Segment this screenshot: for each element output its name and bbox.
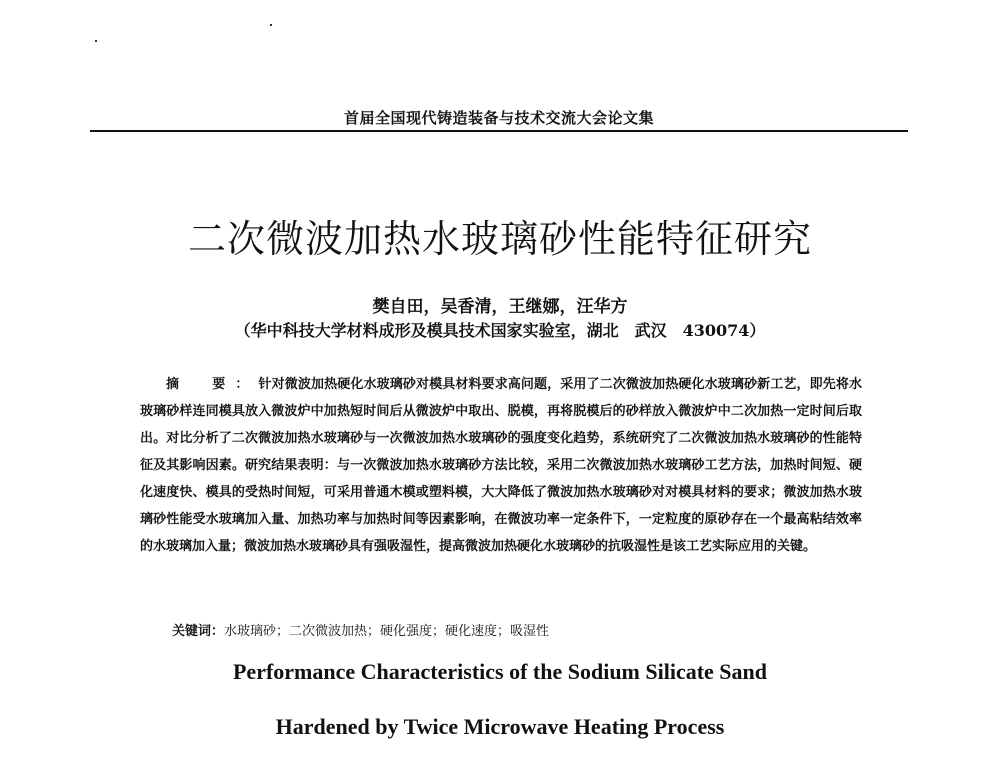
affiliation: （华中科技大学材料成形及模具技术国家实验室，湖北 武汉 430074） [234,321,766,340]
keywords-label: 关键词： [172,624,225,639]
scan-speck [270,24,272,26]
english-title-line-2: Hardened by Twice Microwave Heating Process [275,714,725,739]
running-header: 首届全国现代铸造装备与技术交流大会论文集 [343,109,654,127]
paper-title: 二次微波加热水玻璃砂性能特征研究 [187,217,812,261]
abstract [140,371,862,560]
keywords-text: 水玻璃砂；二次微波加热；硬化强度；硬化速度；吸湿性 [224,624,550,639]
english-title-line-1: Performance Characteristics of the Sodium Silicate Sand [232,659,768,684]
keywords [172,620,862,639]
header-rule [90,130,908,132]
abstract-text: 针对微波加热硬化水玻璃砂对模具材料要求高问题，采用了二次微波加热硬化水玻璃砂新工艺，即先将水玻璃砂样连同模具放入微波炉中加热短时间后从微波炉中取出、脱模，再将脱模后的砂样放入微波炉中二次加热一定时间后取出。对比分析了二次微波加热水玻璃砂与一次微波加热水玻璃砂的强度变化趋势，系统研究了二次微波加热水玻璃砂的性能特征及其影响因素。研究结果表明：与一次微波加热水玻璃砂方法比较，采用二次微波加热水玻璃砂工艺方法，加热时间短、硬化速度快、模具的受热时间短，可采用普通木模或塑料模，大大降低了微波加热水玻璃砂对对模具材料的要求；微波加热水玻璃砂性能受水玻璃加入量、加热功率与加热时间等因素影响，在微波功率一定条件下，一定粒度的原砂存在一个最高粘结效率的水玻璃加入量；微波加热水玻璃砂具有强吸湿性，提高微波加热硬化水玻璃砂的抗吸湿性是该工艺实际应用的关键。 [140,377,862,554]
abstract-label: 摘 要： [166,377,259,392]
scan-speck [95,40,97,42]
authors: 樊自田，吴香清，王继娜，汪华方 [372,297,628,317]
